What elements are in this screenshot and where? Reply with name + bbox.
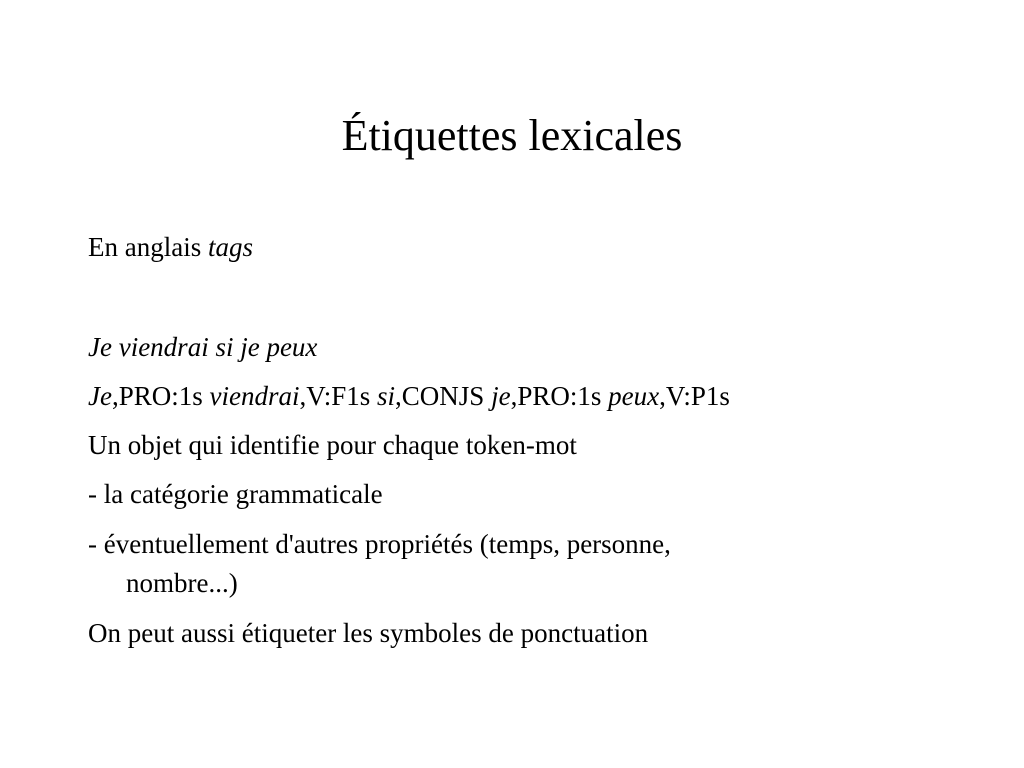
token-tag: ,V:P1s [659, 381, 730, 411]
token-word: si [377, 381, 396, 411]
line-en-anglais-text: En anglais [88, 232, 208, 262]
line-other-properties-continued: nombre...) [126, 568, 238, 598]
example-sentence-text: Je viendrai si je peux [88, 332, 318, 362]
token-word: Je [88, 381, 112, 411]
token-word: je [491, 381, 511, 411]
token-tag: ,PRO:1s [111, 381, 210, 411]
token-tag: ,CONJS [395, 381, 492, 411]
line-en-anglais-italic: tags [207, 232, 253, 262]
line-en-anglais [88, 230, 253, 264]
slide-title: Étiquettes lexicales [341, 111, 683, 160]
line-punctuation: On peut aussi étiqueter les symboles de ponctuation [88, 618, 649, 648]
token-tag: ,V:F1s [299, 381, 378, 411]
token-tag: ,PRO:1s [510, 381, 609, 411]
line-tagged-sentence [88, 379, 730, 413]
line-definition: Un objet qui identifie pour chaque token-mot [88, 430, 577, 460]
token-word: viendrai [209, 381, 300, 411]
line-other-properties: - éventuellement d'autres propriétés (temps, personne, [88, 529, 671, 559]
token-word: peux [608, 381, 660, 411]
line-grammatical-category: - la catégorie grammaticale [88, 479, 383, 509]
line-example-sentence [88, 330, 317, 364]
